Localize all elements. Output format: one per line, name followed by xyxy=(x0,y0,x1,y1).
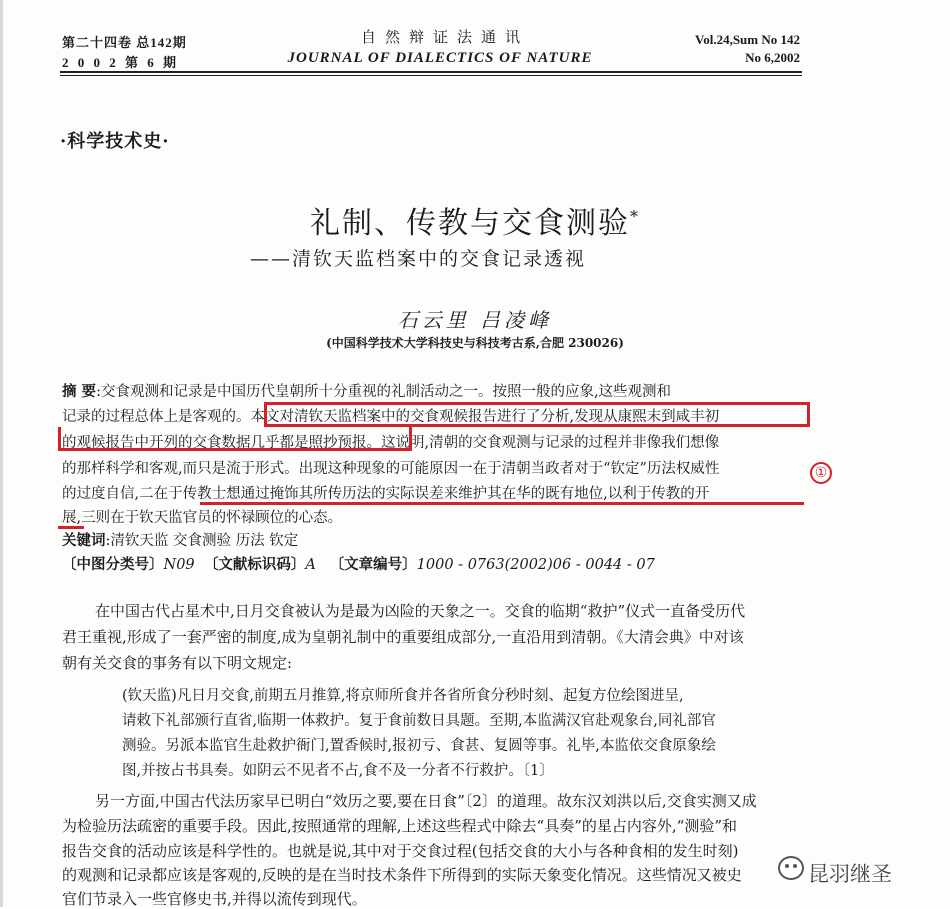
header-rule-thick xyxy=(60,71,802,73)
wechat-icon xyxy=(778,856,804,880)
body-para1-line-2: 君王重视,形成了一套严密的制度,成为皇朝礼制中的重要组成部分,一直沿用到清朝。《大清会典》中对该 xyxy=(62,628,744,646)
body-para2-line-2: 为检验历法疏密的重要手段。因此,按照通常的理解,上述这些程式中除去“具奏”的星占内容外,“测验”和 xyxy=(62,817,737,835)
journal-name-cn: 自然辩证法通讯 xyxy=(360,30,529,46)
keywords-line xyxy=(62,529,298,550)
volume-info-line1: Vol.24,Sum No 142 xyxy=(695,32,800,47)
abstract-label: 摘 要 xyxy=(62,383,97,400)
body-para2-line-4: 的观测和记录都应该是客观的,反映的是在当时技术条件下所得到的实际天象变化情况。这些情况又被史 xyxy=(62,866,742,884)
issue-info-line1: 第二十四卷 总142期 xyxy=(62,35,187,50)
abstract-line-3: 的观候报告中开列的交食数据几乎都是照抄预报。这说明,清朝的交食观测与记录的过程并非像我们想像 xyxy=(62,435,720,451)
issue-info-line2: 2 0 0 2 第 6 期 xyxy=(62,55,180,70)
article-subtitle: ——清钦天监档案中的交食记录透视 xyxy=(250,248,587,270)
title-footnote-mark: * xyxy=(630,207,640,226)
abstract-line-5: 的过度自信,二在于传教士想通过掩饰其所传历法的实际误差来维护其在华的既有地位,以利于传教的开 xyxy=(62,486,710,502)
quote-line-4: 图,并按占书具奏。如阴云不见者不占,食不及一分者不行救护。〔1〕 xyxy=(122,763,554,779)
abstract-line-4: 的那样科学和客观,而只是流于形式。出现这种现象的可能原因一在于清朝当政者对于“钦定”历法权威性 xyxy=(62,461,720,477)
authors: 石云里 吕凌峰 xyxy=(397,308,553,332)
abstract-line-2: 记录的过程总体上是客观的。本文对清钦天监档案中的交食观候报告进行了分析,发现从康熙末到咸丰初 xyxy=(62,409,720,425)
watermark-text: 昆羽继圣 xyxy=(808,862,892,886)
underline-long xyxy=(200,502,804,505)
classification-line: 〔中图分类号〕N09 〔文献标识码〕A 〔文章编号〕1000 - 0763(2002)06 - 0044 - 07 xyxy=(62,556,655,573)
underline-short xyxy=(58,526,84,529)
section-label: ·科学技术史· xyxy=(60,131,170,152)
journal-name-en: JOURNAL OF DIALECTICS OF NATURE xyxy=(287,50,593,66)
page-edge xyxy=(0,0,3,907)
title-text: 礼制、传教与交食测验 xyxy=(310,206,630,241)
quote-line-1: (钦天监)凡日月交食,前期五月推算,将京师所食并各省所食分秒时刻、起复方位绘图进呈, xyxy=(122,688,684,704)
abstract-line-1: 摘 要:交食观测和记录是中国历代皇朝所十分重视的礼制活动之一。按照一般的应象,这些观测和 xyxy=(62,383,672,400)
affiliation: (中国科学技术大学科技史与科技考古系,合肥 230026) xyxy=(326,336,624,350)
body-para2-line-1: 另一方面,中国古代法历家早已明白“效历之要,要在日食”〔2〕的道理。故东汉刘洪以后,交食实测又成 xyxy=(95,792,757,810)
body-para2-line-3: 报告交食的活动应该是科学性的。也就是说,其中对于交食过程(包括交食的大小与各种食相的发生时刻) xyxy=(62,842,739,860)
volume-info-line2: No 6,2002 xyxy=(745,50,800,65)
keywords-text: :清钦天监 交食测验 历法 钦定 xyxy=(105,533,299,549)
article-title xyxy=(0,198,950,242)
quote-line-2: 请敕下礼部颁行直省,临期一体救护。复于食前数日具题。至期,本监满汉官赴观象台,同礼部官 xyxy=(122,713,716,729)
abstract-line-6: 展,三则在于钦天监官员的怀禄顾位的心态。 xyxy=(62,510,343,526)
body-para1-line-3: 朝有关交食的事务有以下明文规定: xyxy=(62,654,293,672)
header-rule-thin xyxy=(60,75,802,76)
body-para2-line-5: 官们节录入一些官修史书,并得以流传到现代。 xyxy=(62,890,367,908)
annotation-marker: ① xyxy=(810,462,832,484)
quote-line-3: 测验。另派本监官生赴救护衙门,置香候时,报初亏、食甚、复圆等事。礼毕,本监依交食原象绘 xyxy=(122,738,716,754)
body-para1-line-1: 在中国古代占星术中,日月交食被认为是最为凶险的天象之一。交食的临期“救护”仪式一直备受历代 xyxy=(95,602,746,620)
keywords-label: 关键词 xyxy=(62,532,106,549)
